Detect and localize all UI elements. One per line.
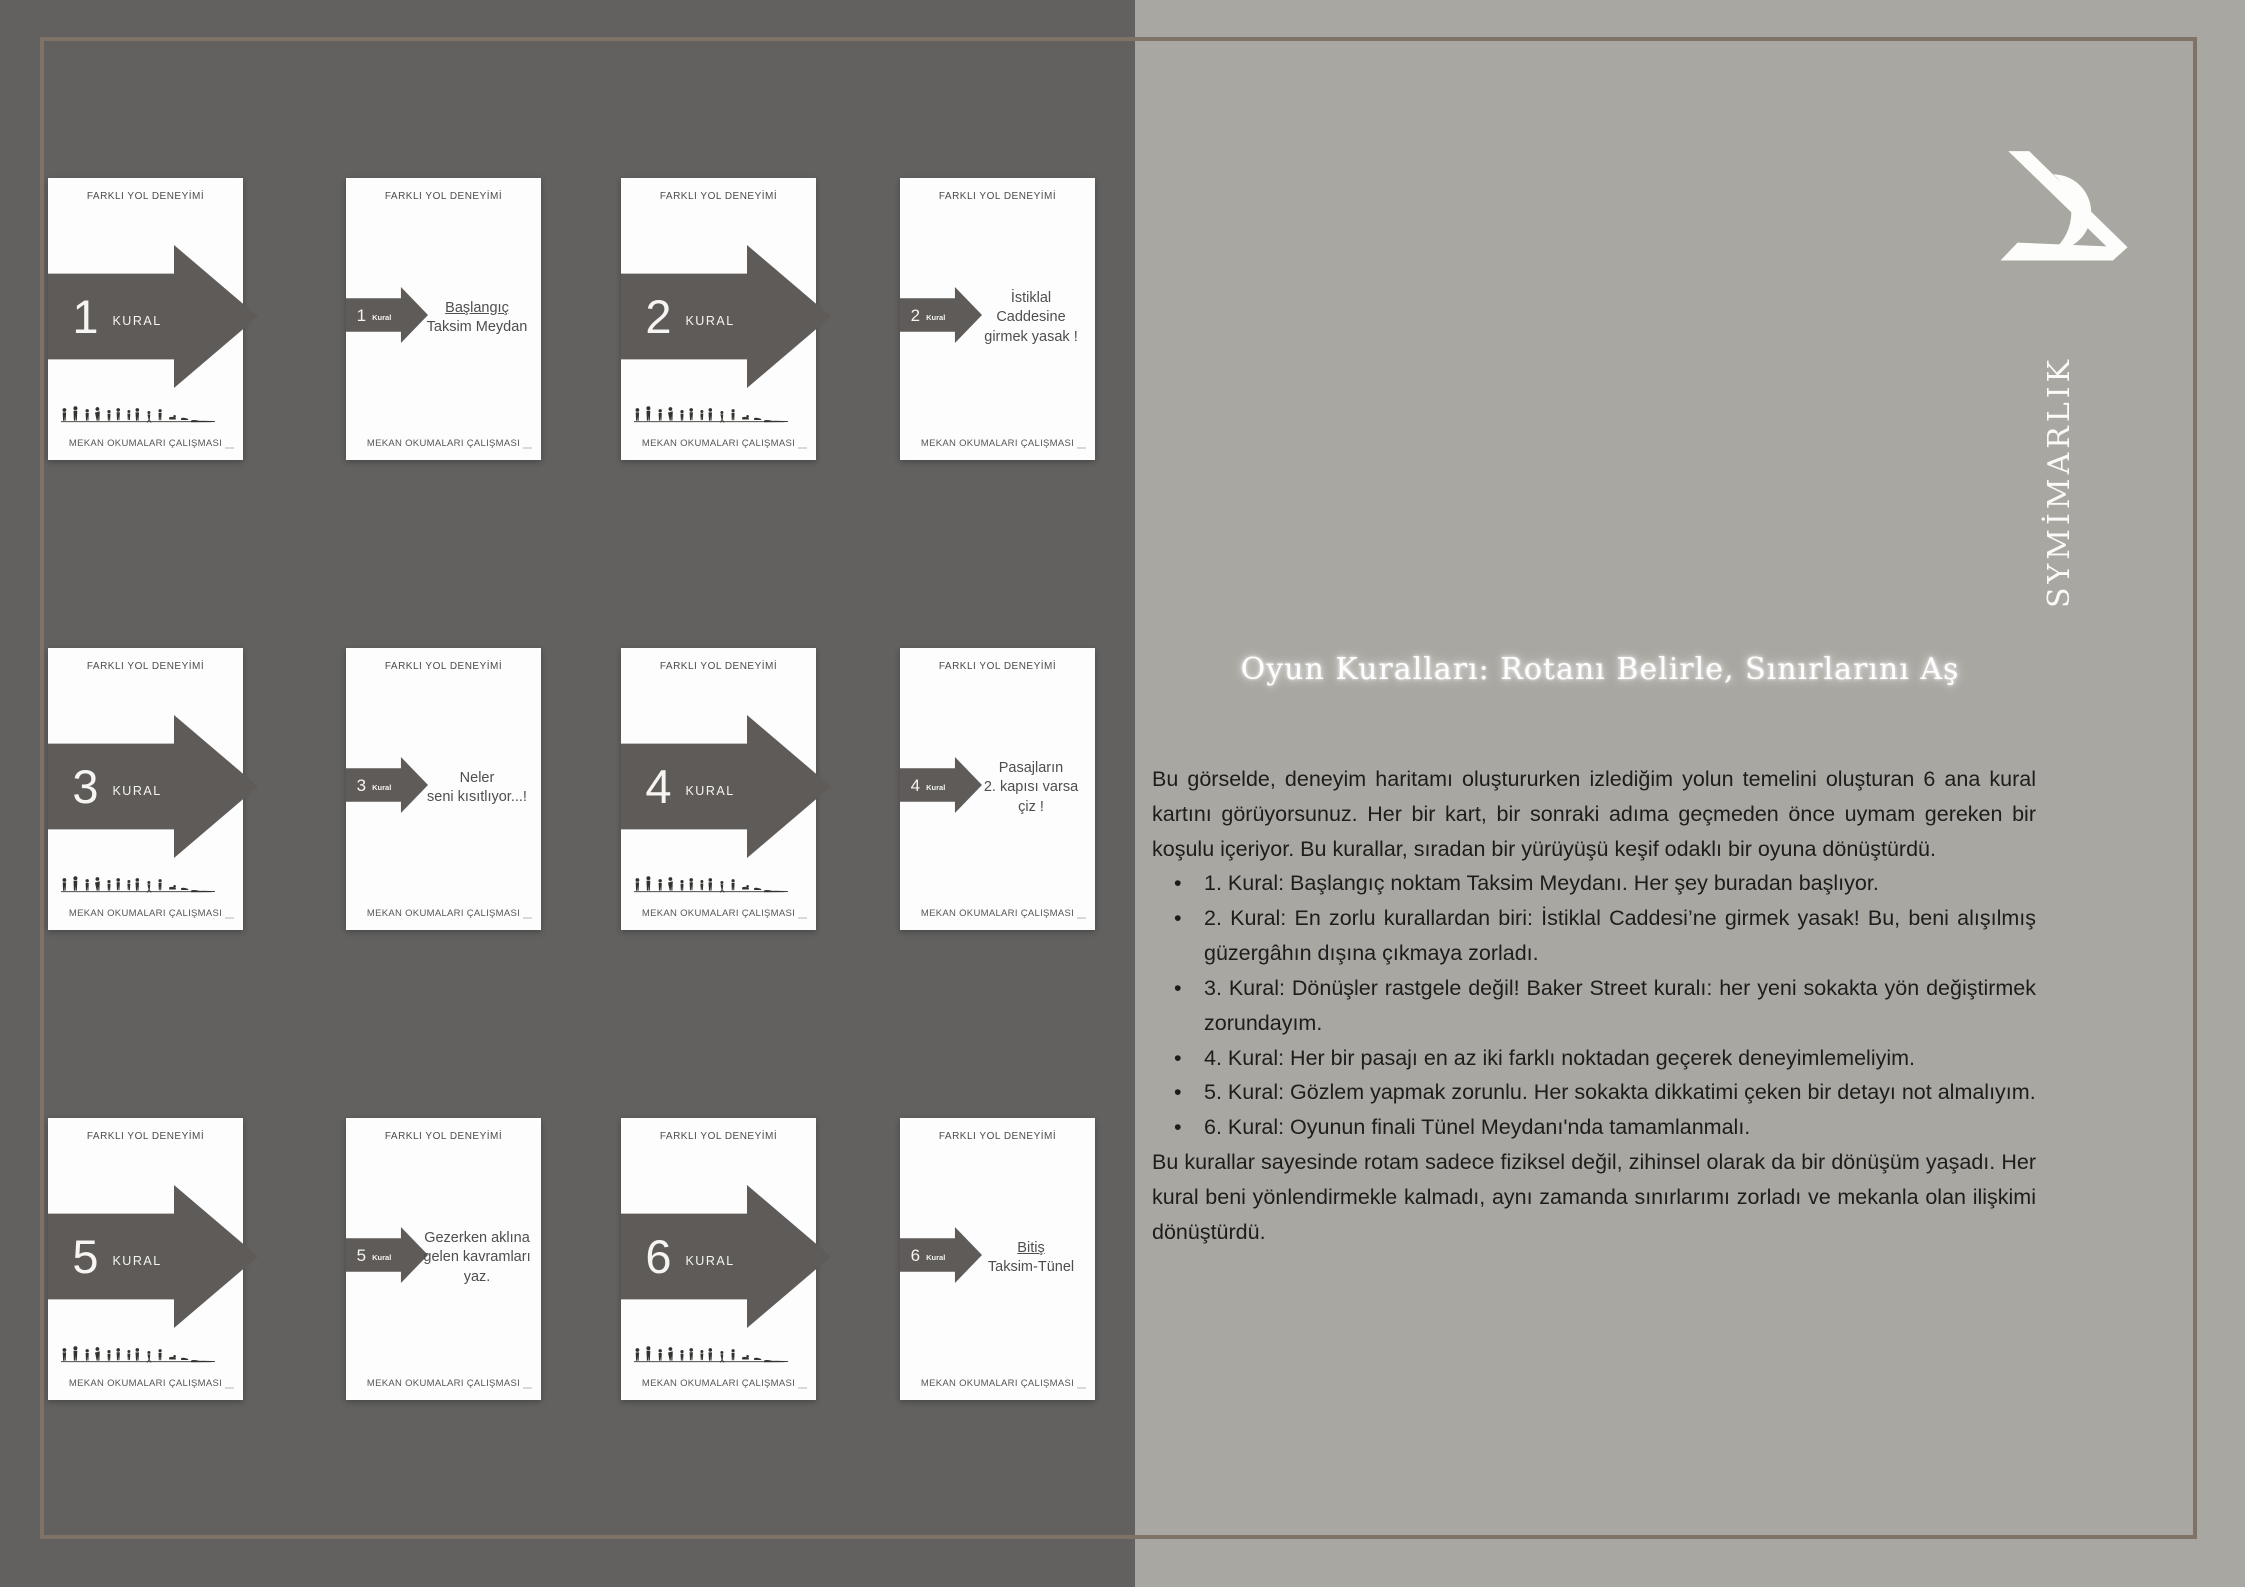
rule-item <box>1152 866 2036 901</box>
bullet-dot: • <box>1174 1115 1182 1140</box>
corner-signature-mark <box>1077 917 1086 919</box>
rule-number-label: Kural <box>926 782 946 792</box>
rule-number-card <box>48 648 243 930</box>
card-header-text: FARKLI YOL DENEYİMİ <box>938 661 1057 672</box>
card-footer-text: MEKAN OKUMALARI ÇALIŞMASI <box>641 908 796 919</box>
card-footer-text: MEKAN OKUMALARI ÇALIŞMASI <box>366 908 521 919</box>
rule-number-label: KURAL <box>112 313 162 328</box>
card-header-text: FARKLI YOL DENEYİMİ <box>86 661 205 672</box>
corner-signature-mark <box>225 447 234 449</box>
rule-number: 4 <box>645 760 672 813</box>
ys-monogram-logo-icon <box>1985 128 2140 296</box>
card-header-text: FARKLI YOL DENEYİMİ <box>384 1131 503 1142</box>
card-header-text: FARKLI YOL DENEYİMİ <box>938 1131 1057 1142</box>
outro-paragraph: Bu kurallar sayesinde rotam sadece fiziksel değil, zihinsel olarak da bir dönüşüm yaşadı. Her kural beni yönlendirmekle kalmadı, aynı zamanda sınırlarımı zorladı ve mekanla olan ilişkimi dönüştürdü. <box>1152 1150 2036 1244</box>
rule-answer-card <box>346 648 541 930</box>
people-silhouettes-graphic <box>61 876 229 898</box>
rule-number: 1 <box>356 305 367 325</box>
bullet-dot: • <box>1174 906 1182 931</box>
rule-answer-text: Pasajların 2. kapısı varsa çiz ! <box>983 760 1079 815</box>
card-header-text: FARKLI YOL DENEYİMİ <box>659 661 778 672</box>
rule-number: 4 <box>910 775 921 795</box>
rule-number-label: Kural <box>372 312 392 322</box>
rules-description <box>1152 762 2036 1250</box>
rule-item-text: 2. Kural: En zorlu kurallardan biri: İstiklal Caddesi’ne girmek yasak! Bu, beni alışılmış güzergâhın dışına çıkmaya zorladı. <box>1204 906 2036 966</box>
rule-number: 2 <box>910 305 921 325</box>
rule-answer-text: Bitiş Taksim-Tünel <box>987 1239 1075 1275</box>
card-footer-text: MEKAN OKUMALARI ÇALIŞMASI <box>641 438 796 449</box>
card-footer-text: MEKAN OKUMALARI ÇALIŞMASI <box>641 1378 796 1389</box>
rule-number-label: KURAL <box>685 313 735 328</box>
rule-item <box>1152 1041 2036 1076</box>
rule-item-text: 1. Kural: Başlangıç noktam Taksim Meydanı. Her şey buradan başlıyor. <box>1204 871 1879 896</box>
rule-item-text: 6. Kural: Oyunun finali Tünel Meydanı'nda tamamlanmalı. <box>1204 1115 1751 1140</box>
card-header-text: FARKLI YOL DENEYİMİ <box>659 1131 778 1142</box>
corner-signature-mark <box>523 917 532 919</box>
rule-number-label: KURAL <box>112 1253 162 1268</box>
people-silhouettes-graphic <box>61 1346 229 1368</box>
card-footer-text: MEKAN OKUMALARI ÇALIŞMASI <box>68 438 223 449</box>
corner-signature-mark <box>798 447 807 449</box>
rule-number-label: Kural <box>372 1252 392 1262</box>
card-header-text: FARKLI YOL DENEYİMİ <box>86 191 205 202</box>
brand-name-vertical: SYMİMARLIK <box>2042 355 2077 609</box>
rule-number-label: KURAL <box>112 783 162 798</box>
rule-number-label: Kural <box>926 1252 946 1262</box>
corner-signature-mark <box>225 1387 234 1389</box>
rule-number-card <box>621 1118 816 1400</box>
card-header-text: FARKLI YOL DENEYİMİ <box>86 1131 205 1142</box>
card-footer-text: MEKAN OKUMALARI ÇALIŞMASI <box>920 438 1075 449</box>
rule-number: 3 <box>356 775 367 795</box>
card-footer-text: MEKAN OKUMALARI ÇALIŞMASI <box>366 438 521 449</box>
rule-answer-text: Gezerken aklına gelen kavramları yaz. <box>423 1230 531 1285</box>
rule-item <box>1152 1075 2036 1110</box>
rule-number: 6 <box>645 1230 672 1283</box>
rule-number: 5 <box>72 1230 99 1283</box>
people-silhouettes-graphic <box>634 876 802 898</box>
people-silhouettes-graphic <box>634 406 802 428</box>
rule-number-card <box>621 648 816 930</box>
rule-number: 6 <box>910 1245 921 1265</box>
rule-answer-text: Başlangıç Taksim Meydan <box>426 299 528 335</box>
rule-number-label: KURAL <box>685 1253 735 1268</box>
card-footer-text: MEKAN OKUMALARI ÇALIŞMASI <box>920 908 1075 919</box>
rule-item-text: 4. Kural: Her bir pasajı en az iki farklı noktadan geçerek deneyimlemeliyim. <box>1204 1045 1916 1070</box>
rule-answer-text: İstiklal Caddesine girmek yasak ! <box>984 290 1078 345</box>
card-footer-text: MEKAN OKUMALARI ÇALIŞMASI <box>920 1378 1075 1389</box>
intro-paragraph: Bu görselde, deneyim haritamı oluştururken izlediğim yolun temelini oluşturan 6 ana kural kartını görüyorsunuz. Her bir kart, bir sonraki adıma geçmeden önce uymam gereken bir koşulu içeriyor. Bu kurallar, sıradan bir yürüyüşü keşif odaklı bir oyuna dönüştürdü. <box>1152 767 2036 861</box>
rule-number-label: KURAL <box>685 783 735 798</box>
rule-item <box>1152 971 2036 1041</box>
rule-answer-card <box>346 178 541 460</box>
corner-signature-mark <box>1077 447 1086 449</box>
rule-item-text: 3. Kural: Dönüşler rastgele değil! Baker Street kuralı: her yeni sokakta yön değiştirmek zorundayım. <box>1204 975 2036 1035</box>
corner-signature-mark <box>523 1387 532 1389</box>
people-silhouettes-graphic <box>634 1346 802 1368</box>
rule-number-card <box>48 178 243 460</box>
rule-number: 3 <box>72 760 99 813</box>
corner-signature-mark <box>523 447 532 449</box>
rule-answer-card <box>900 648 1095 930</box>
card-header-text: FARKLI YOL DENEYİMİ <box>659 191 778 202</box>
card-header-text: FARKLI YOL DENEYİMİ <box>938 191 1057 202</box>
corner-signature-mark <box>1077 1387 1086 1389</box>
rule-item <box>1152 901 2036 971</box>
rule-answer-text: Neler seni kısıtlıyor...! <box>427 769 527 805</box>
rule-item <box>1152 1110 2036 1145</box>
rule-number-card <box>48 1118 243 1400</box>
rule-number: 5 <box>356 1245 367 1265</box>
card-header-text: FARKLI YOL DENEYİMİ <box>384 191 503 202</box>
rule-answer-card <box>900 178 1095 460</box>
corner-signature-mark <box>798 917 807 919</box>
rule-answer-card <box>900 1118 1095 1400</box>
rule-number-label: Kural <box>372 782 392 792</box>
bullet-dot: • <box>1174 871 1182 896</box>
rule-item-text: 5. Kural: Gözlem yapmak zorunlu. Her sokakta dikkatimi çeken bir detayı not almalıyım. <box>1204 1080 2036 1105</box>
card-header-text: FARKLI YOL DENEYİMİ <box>384 661 503 672</box>
page-title: Oyun Kuralları: Rotanı Belirle, Sınırlarını Aş <box>1240 652 1960 687</box>
corner-signature-mark <box>798 1387 807 1389</box>
card-footer-text: MEKAN OKUMALARI ÇALIŞMASI <box>68 1378 223 1389</box>
rule-number: 2 <box>645 290 672 343</box>
people-silhouettes-graphic <box>61 406 229 428</box>
bullet-dot: • <box>1174 975 1182 1000</box>
rules-list <box>1152 866 2036 1145</box>
card-footer-text: MEKAN OKUMALARI ÇALIŞMASI <box>68 908 223 919</box>
bullet-dot: • <box>1174 1080 1182 1105</box>
rule-number-card <box>621 178 816 460</box>
rule-number-label: Kural <box>926 312 946 322</box>
card-footer-text: MEKAN OKUMALARI ÇALIŞMASI <box>366 1378 521 1389</box>
corner-signature-mark <box>225 917 234 919</box>
rule-answer-card <box>346 1118 541 1400</box>
bullet-dot: • <box>1174 1045 1182 1070</box>
rule-number: 1 <box>72 290 99 343</box>
